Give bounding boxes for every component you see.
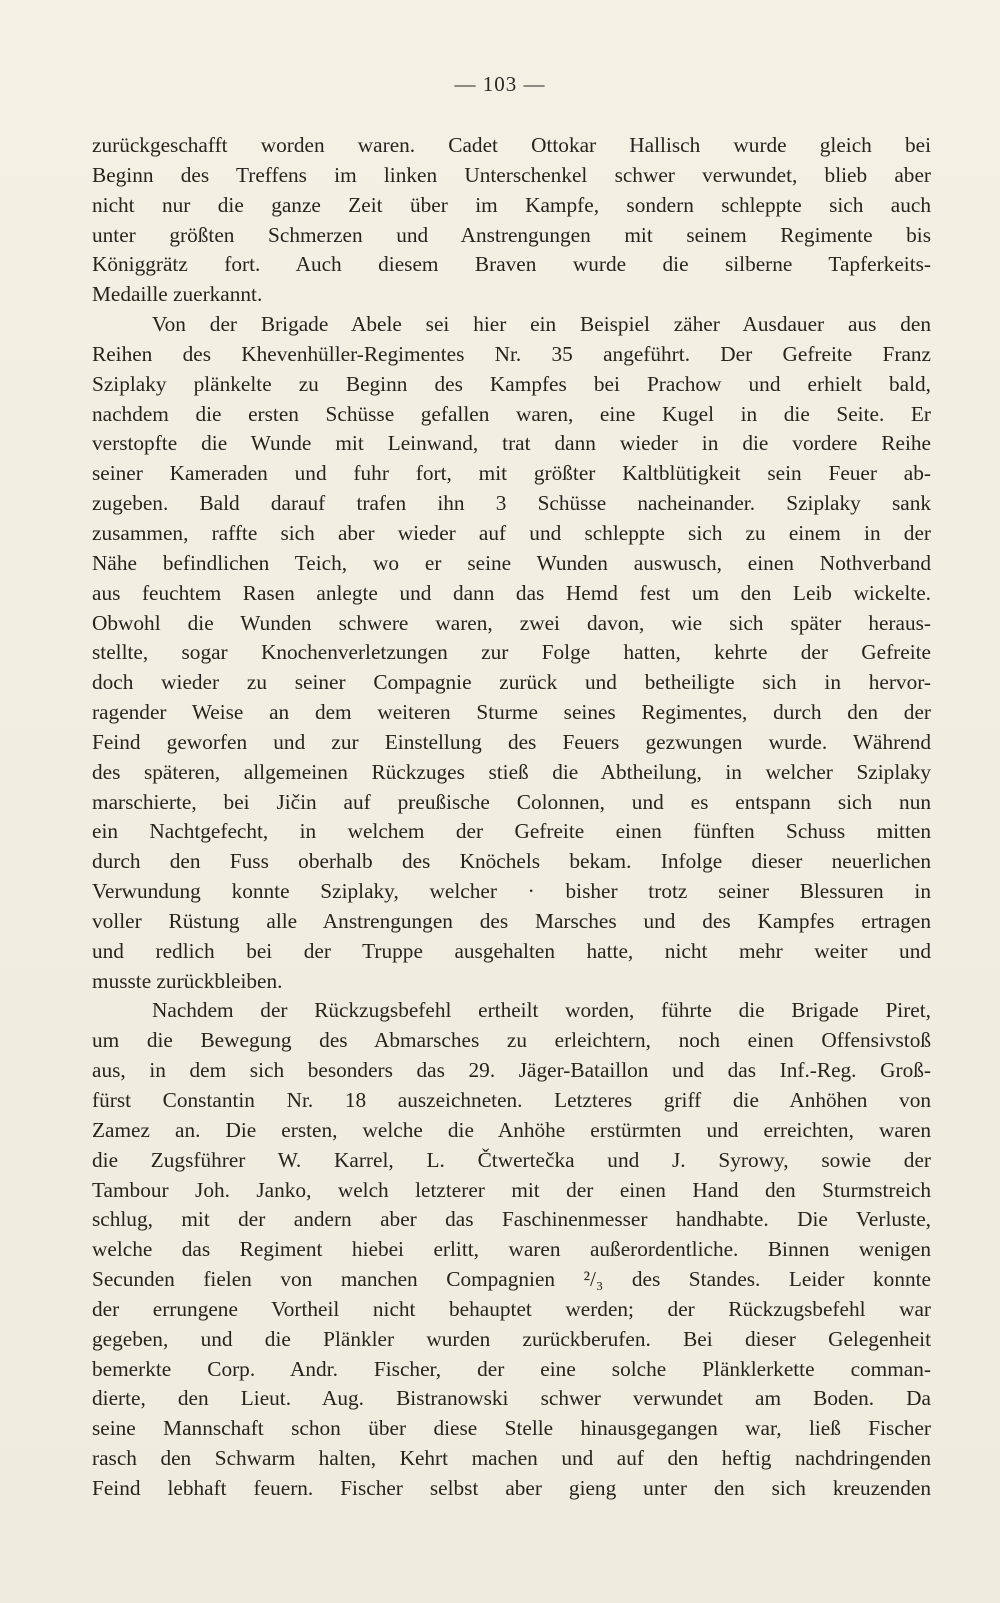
text-line: Verwundung konnte Sziplaky, welcher · bisher trotz seiner Blessuren in [92, 879, 931, 904]
text-line: doch wieder zu seiner Compagnie zurück und betheiligte sich in hervor- [92, 670, 931, 695]
text-line: Tambour Joh. Janko, welch letzterer mit der einen Hand den Sturmstreich [92, 1177, 931, 1202]
text-line: Reihen des Khevenhüller-Regimentes Nr. 35 angeführt. Der Gefreite Franz [92, 341, 931, 366]
text-line: die Zugsführer W. Karrel, L. Čtwertečka und J. Syrowy, sowie der [92, 1147, 931, 1172]
text-line: Secunden fielen von manchen Compagnien ²/₃ des Standes. Leider konnte [92, 1267, 931, 1292]
text-line: Feind geworfen und zur Einstellung des Feuers gezwungen wurde. Während [92, 729, 931, 754]
text-line: und redlich bei der Truppe ausgehalten hatte, nicht mehr weiter und [92, 938, 931, 963]
text-line: welche das Regiment hiebei erlitt, waren außerordentliche. Binnen wenigen [92, 1237, 931, 1262]
text-line: zusammen, raffte sich aber wieder auf und schleppte sich zu einem in der [92, 520, 931, 545]
text-line: ein Nachtgefecht, in welchem der Gefreite einen fünften Schuss mitten [92, 819, 931, 844]
text-line: aus, in dem sich besonders das 29. Jäger-Bataillon und das Inf.-Reg. Groß- [92, 1058, 931, 1083]
text-line: Feind lebhaft feuern. Fischer selbst aber gieng unter den sich kreuzenden [92, 1475, 931, 1500]
text-line: um die Bewegung des Abmarsches zu erleichtern, noch einen Offensivstoß [92, 1028, 931, 1053]
text-line: Nähe befindlichen Teich, wo er seine Wunden auswusch, einen Nothverband [92, 550, 931, 575]
text-line: gegeben, und die Plänkler wurden zurückberufen. Bei dieser Gelegenheit [92, 1326, 931, 1351]
text-line: des späteren, allgemeinen Rückzuges stieß die Abtheilung, in welcher Sziplaky [92, 759, 931, 784]
text-line: marschierte, bei Jičin auf preußische Colonnen, und es entspann sich nun [92, 789, 931, 814]
text-line: schlug, mit der andern aber das Faschinenmesser handhabte. Die Verluste, [92, 1207, 931, 1232]
text-line: bemerkte Corp. Andr. Fischer, der eine solche Plänklerkette comman- [92, 1356, 931, 1381]
text-line: stellte, sogar Knochenverletzungen zur Folge hatten, kehrte der Gefreite [92, 640, 931, 665]
text-line: durch den Fuss oberhalb des Knöchels bekam. Infolge dieser neuerlichen [92, 849, 931, 874]
text-line: zurückgeschafft worden waren. Cadet Ottokar Hallisch wurde gleich bei [92, 133, 931, 157]
text-line: voller Rüstung alle Anstrengungen des Marsches und des Kampfes ertragen [92, 908, 931, 933]
text-line: Zamez an. Die ersten, welche die Anhöhe erstürmten und erreichten, waren [92, 1117, 931, 1142]
text-line: Von der Brigade Abele sei hier ein Beispiel zäher Ausdauer aus den [152, 312, 931, 337]
text-line: seine Mannschaft schon über diese Stelle hinausgegangen war, ließ Fischer [92, 1416, 931, 1441]
text-line: Obwohl die Wunden schwere waren, zwei davon, wie sich später heraus- [92, 610, 931, 635]
text-line: dierte, den Lieut. Aug. Bistranowski schwer verwundet am Boden. Da [92, 1386, 931, 1411]
text-line: der errungene Vortheil nicht behauptet werden; der Rückzugsbefehl war [92, 1296, 931, 1321]
text-line: Nachdem der Rückzugsbefehl ertheilt worden, führte die Brigade Piret, [152, 998, 931, 1023]
text-line: nachdem die ersten Schüsse gefallen waren, eine Kugel in die Seite. Er [92, 401, 931, 426]
text-line: fürst Constantin Nr. 18 auszeichneten. Letzteres griff die Anhöhen von [92, 1088, 931, 1112]
text-line: rasch den Schwarm halten, Kehrt machen und auf den heftig nachdringenden [92, 1446, 931, 1471]
text-line: Medaille zuerkannt. [92, 282, 263, 307]
text-line: seiner Kameraden und fuhr fort, mit größter Kaltblütigkeit sein Feuer ab- [92, 461, 931, 486]
text-line: musste zurückbleiben. [92, 968, 283, 993]
text-line: ragender Weise an dem weiteren Sturme seines Regimentes, durch den der [92, 700, 931, 725]
text-line: Sziplaky plänkelte zu Beginn des Kampfes bei Prachow und erhielt bald, [92, 371, 931, 396]
text-line: unter größten Schmerzen und Anstrengungen mit seinem Regimente bis [92, 222, 931, 247]
page-number: — 103 — [454, 72, 546, 96]
text-line: Königgrätz fort. Auch diesem Braven wurde die silberne Tapferkeits- [92, 252, 931, 277]
text-line: Beginn des Treffens im linken Unterschenkel schwer verwundet, blieb aber [92, 162, 931, 187]
text-line: nicht nur die ganze Zeit über im Kampfe, sondern schleppte sich auch [92, 192, 931, 217]
body-text [92, 131, 931, 1504]
text-line: aus feuchtem Rasen anlegte und dann das Hemd fest um den Leib wickelte. [92, 580, 931, 605]
text-line: zugeben. Bald darauf trafen ihn 3 Schüsse nacheinander. Sziplaky sank [92, 491, 931, 516]
text-line: verstopfte die Wunde mit Leinwand, trat dann wieder in die vordere Reihe [92, 431, 931, 456]
